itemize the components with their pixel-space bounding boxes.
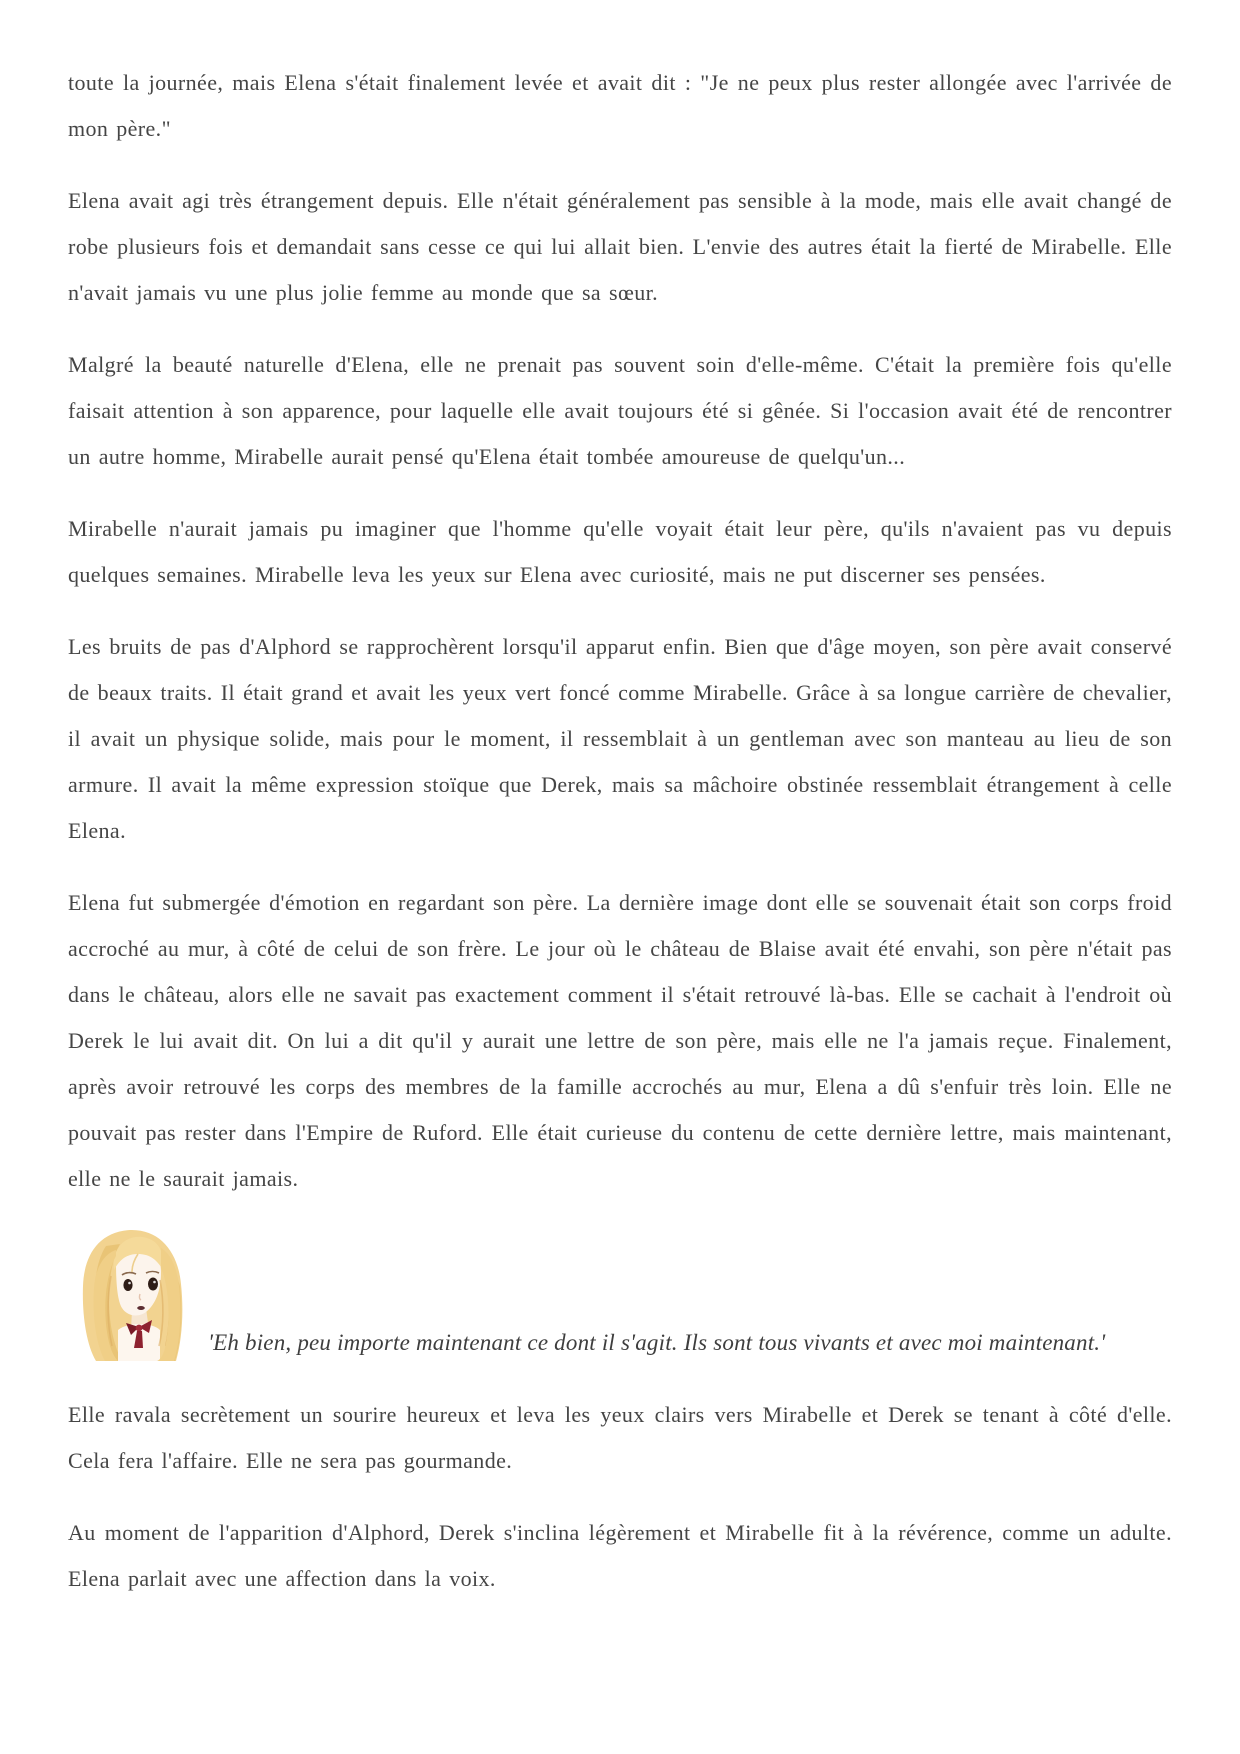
inner-monologue-quote: 'Eh bien, peu importe maintenant ce dont il s'agit. Ils sont tous vivants et avec moi maintenant.' <box>208 1330 1106 1355</box>
novel-page <box>68 60 1172 1628</box>
paragraph: Au moment de l'apparition d'Alphord, Derek s'inclina légèrement et Mirabelle fit à la révérence, comme un adulte. Elena parlait avec une affection dans la voix. <box>68 1520 1172 1591</box>
paragraph: Elle ravala secrètement un sourire heureux et leva les yeux clairs vers Mirabelle et Derek se tenant à côté d'elle. Cela fera l'affaire. Elle ne sera pas gourmande. <box>68 1402 1172 1473</box>
paragraph: Les bruits de pas d'Alphord se rapprochèrent lorsqu'il apparut enfin. Bien que d'âge moyen, son père avait conservé de beaux traits. Il était grand et avait les yeux vert foncé comme Mirabelle. Grâce à sa longue carrière de chevalier, il avait un physique solide, mais pour le moment, il ressemblait à un gentleman avec son manteau au lieu de son armure. Il avait la même expression stoïque que Derek, mais sa mâchoire obstinée ressemblait étrangement à celle Elena. <box>68 634 1172 843</box>
paragraph: Mirabelle n'aurait jamais pu imaginer que l'homme qu'elle voyait était leur père, qu'ils n'avaient pas vu depuis quelques semaines. Mirabelle leva les yeux sur Elena avec curiosité, mais ne put discerner ses pensées. <box>68 516 1172 587</box>
character-quote-row <box>76 1228 1172 1362</box>
paragraph: Elena fut submergée d'émotion en regardant son père. La dernière image dont elle se souvenait était son corps froid accroché au mur, à côté de celui de son frère. Le jour où le château de Blaise avait été envahi, son père n'était pas dans le château, alors elle ne savait pas exactement comment il s'était retrouvé là-bas. Elle se cachait à l'endroit où Derek le lui avait dit. On lui a dit qu'il y aurait une lettre de son père, mais elle ne l'a jamais reçue. Finalement, après avoir retrouvé les corps des membres de la famille accrochés au mur, Elena a dû s'enfuir très loin. Elle ne pouvait pas rester dans l'Empire de Ruford. Elle était curieuse du contenu de cette dernière lettre, mais maintenant, elle ne le saurait jamais. <box>68 890 1172 1191</box>
paragraph: toute la journée, mais Elena s'était finalement levée et avait dit : "Je ne peux plus rester allongée avec l'arrivée de mon père." <box>68 70 1172 141</box>
blonde-girl-portrait-image <box>76 1228 186 1362</box>
paragraph: Malgré la beauté naturelle d'Elena, elle ne prenait pas souvent soin d'elle-même. C'était la première fois qu'elle faisait attention à son apparence, pour laquelle elle avait toujours été si gênée. Si l'occasion avait été de rencontrer un autre homme, Mirabelle aurait pensé qu'Elena était tombée amoureuse de quelqu'un... <box>68 352 1172 469</box>
paragraph: Elena avait agi très étrangement depuis. Elle n'était généralement pas sensible à la mode, mais elle avait changé de robe plusieurs fois et demandait sans cesse ce qui lui allait bien. L'envie des autres était la fierté de Mirabelle. Elle n'avait jamais vu une plus jolie femme au monde que sa sœur. <box>68 188 1172 305</box>
